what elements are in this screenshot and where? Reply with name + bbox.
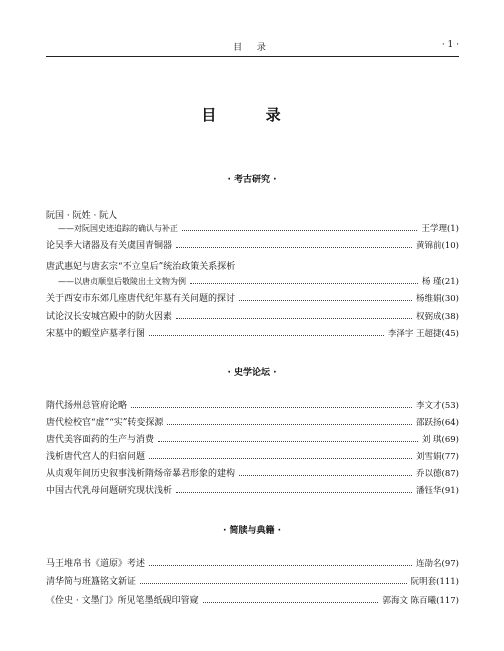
toc-entry-title: 唐代检校官“虚”“实”转变探源	[46, 418, 164, 428]
leader-dots	[239, 300, 412, 301]
toc-entry-page: (69)	[441, 435, 459, 445]
toc-entry-page: (64)	[441, 418, 459, 428]
leader-dots	[190, 283, 418, 284]
toc-entry-title: 论吴季大诸器及有关虞国青铜器	[46, 241, 173, 251]
toc-entry-author: 潘钰华	[416, 486, 442, 496]
toc-entry-title: 唐代美容面药的生产与消费	[46, 435, 155, 445]
toc-entry-author: 王学理	[421, 224, 447, 234]
toc-entry-page: (111)	[436, 577, 459, 587]
toc-entry[interactable]	[46, 555, 459, 569]
toc-entry-author: 乔以德	[416, 469, 442, 479]
leader-dots	[176, 247, 412, 248]
toc-entry-page: (91)	[441, 486, 459, 496]
leader-dots	[158, 441, 418, 442]
toc-entry-title: 《佺史 · 文墨门》所见笔墨纸砚印管窥	[46, 596, 199, 606]
section-heading-history-forum: · 史学论坛 ·	[227, 368, 277, 378]
section-heading-archaeology: · 考古研究 ·	[227, 175, 277, 185]
toc-entry-title: 从贞观年间历史叙事浅析隋炀帝暴君形象的建构	[46, 469, 236, 479]
toc-entry[interactable]	[46, 573, 459, 587]
toc-entry[interactable]	[46, 237, 459, 251]
toc-entry-author: 阮明套	[410, 577, 437, 587]
toc-entry-author: 连劭名	[416, 559, 442, 569]
leader-dots	[149, 458, 412, 459]
toc-entry[interactable]	[46, 414, 459, 428]
toc-entry-author: 李文才	[416, 401, 442, 411]
toc-entry-page: (1)	[446, 224, 459, 234]
toc-entry[interactable]	[46, 465, 459, 479]
toc-entry[interactable]	[46, 308, 459, 322]
toc-entry-author: 权弼成	[416, 312, 442, 322]
toc-entry-author: 刘 琪	[421, 435, 442, 445]
toc-entry-author: 杨维娟	[416, 294, 442, 304]
toc-entry-subtitle: ——以唐贞顺皇后敬陵出土文物为例	[58, 277, 186, 286]
toc-entry-author: 刘雪娟	[416, 452, 442, 462]
toc-entry-page: (30)	[441, 294, 459, 304]
toc-entry-title: 清华简与班簋铭文新证	[46, 577, 137, 587]
toc-entry-title: 浅析唐代宫人的归宿问题	[46, 452, 146, 462]
leader-dots	[239, 475, 412, 476]
toc-entry[interactable]	[58, 273, 459, 287]
toc-entry-title: 试论汉长安城宫殿中的防火因素	[46, 312, 173, 322]
leader-dots	[176, 492, 412, 493]
toc-entry-title[interactable]: 唐武惠妃与唐玄宗“不立皇后”统治政策关系探析	[46, 262, 236, 272]
toc-entry-title: 马王堆帛书《道原》考述	[46, 559, 146, 569]
toc-entry-title: 宋墓中的蝦堂庐墓孝行图	[46, 329, 146, 339]
running-head	[46, 40, 459, 57]
toc-entry[interactable]	[46, 397, 459, 411]
page-title: 目 录	[201, 106, 303, 124]
toc-entry[interactable]	[46, 448, 459, 462]
toc-entry-title: 中国古代乳母问题研究现状浅析	[46, 486, 173, 496]
leader-dots	[149, 565, 412, 566]
toc-entry-title: 隋代扬州总管府论略	[46, 401, 128, 411]
leader-dots	[176, 318, 412, 319]
toc-entry[interactable]	[58, 220, 459, 234]
toc-entry-page: (77)	[441, 452, 459, 462]
toc-entry-subtitle: ——对阮国史迹追踪的确认与补正	[58, 224, 178, 233]
toc-entry-page: (10)	[441, 241, 459, 251]
running-head-title: 目 录	[233, 43, 272, 53]
toc-entry-author: 郭海文 陈百曦	[382, 596, 437, 606]
toc-entry-page: (87)	[441, 469, 459, 479]
leader-dots	[182, 230, 417, 231]
toc-entry[interactable]	[46, 325, 459, 339]
toc-entry-title: 关于西安市东郊几座唐代纪年墓有关问题的探讨	[46, 294, 236, 304]
section-heading-bamboo-slips-and-classics: · 简牍与典籍 ·	[222, 526, 282, 536]
toc-entry-title[interactable]: 阮国 · 阮姓 · 阮人	[46, 211, 118, 221]
toc-entry[interactable]	[46, 290, 459, 304]
toc-entry-author: 李泽宇 王超捷	[387, 329, 442, 339]
leader-dots	[131, 407, 412, 408]
toc-entry[interactable]	[46, 592, 459, 606]
toc-entry-page: (117)	[436, 596, 459, 606]
toc-entry-author: 黄锦前	[416, 241, 442, 251]
toc-entry-page: (38)	[441, 312, 459, 322]
running-head-page-number: · 1 ·	[441, 40, 459, 50]
leader-dots	[149, 335, 384, 336]
toc-entry-author: 邵跃扬	[416, 418, 442, 428]
toc-entry-page: (45)	[441, 329, 459, 339]
toc-entry-author: 杨 瑾	[421, 277, 442, 287]
toc-entry[interactable]	[46, 482, 459, 496]
toc-entry-page: (21)	[441, 277, 459, 287]
leader-dots	[140, 583, 407, 584]
leader-dots	[203, 602, 379, 603]
toc-entry-page: (97)	[441, 559, 459, 569]
leader-dots	[167, 424, 412, 425]
toc-entry-page: (53)	[441, 401, 459, 411]
toc-entry[interactable]	[46, 431, 459, 445]
